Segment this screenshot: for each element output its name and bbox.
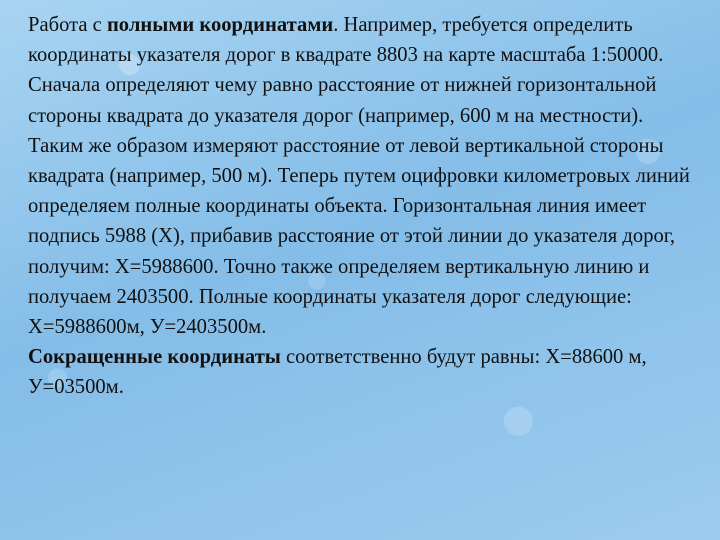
text-block [28,10,694,403]
paragraph-body: соответственно будут равны: Х=88600 м, У=03500м. [28,346,647,399]
term-short-coordinates: Сокращенные координаты [28,346,281,369]
paragraph-prefix: Работа с [28,14,107,36]
paragraph-full-coordinates [28,10,694,342]
paragraph-body: . Например, требуется определить координаты указателя дорог в квадрате 8803 на карте масштаба 1:50000. Сначала определяют чему равно расстояние от нижней горизонтальной стороны квадрата до указателя дорог (например, 600 м на местности). Таким же образом измеряют расстояние от левой вертикальной стороны квадрата (например, 500 м). Теперь путем оцифровки километровых линий определяем полные координаты объекта. Горизонтальная линия имеет подпись 5988 (Х), прибавив расстояние от этой линии до указателя дорог, получим: Х=5988600. Точно также определяем вертикальную линию и получаем 2403500. Полные координаты указателя дорог следующие: Х=5988600м, У=2403500м. [28,14,690,339]
term-full-coordinates: полными координатами [106,14,334,36]
paragraph-short-coordinates [28,342,694,402]
